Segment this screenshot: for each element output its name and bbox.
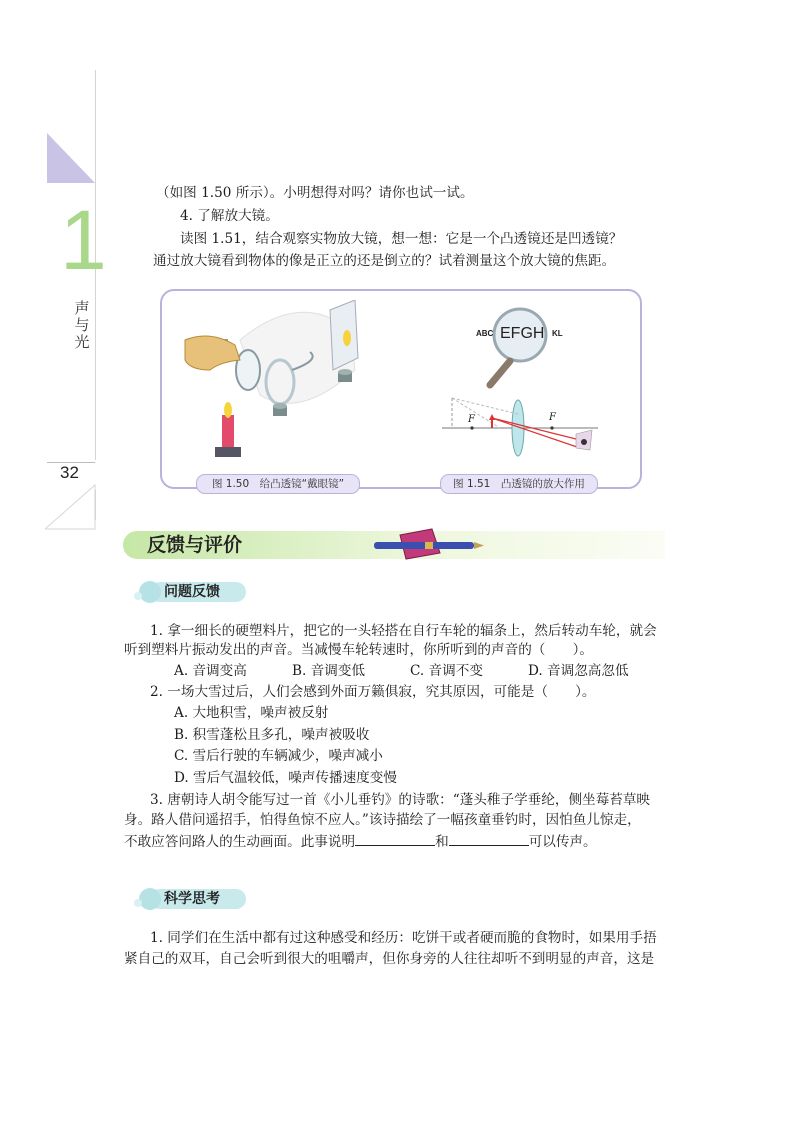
q3-text-part: 和 — [435, 834, 449, 850]
figure-1-50-caption: 图 1.50 给凸透镜“戴眼镜” — [196, 474, 360, 494]
section-title: 反馈与评价 — [147, 534, 243, 556]
magnifier-text-left: ABC — [476, 329, 494, 338]
page-number: 32 — [60, 463, 79, 482]
heading-label: 科学思考 — [164, 891, 220, 907]
q2-option-b: B. 积雪蓬松且多孔，噪声被吸收 — [174, 727, 370, 743]
intro-line: 读图 1.51，结合观察实物放大镜，想一想：它是一个凸透镜还是凹透镜？ — [180, 231, 623, 247]
question-3-text: 身。路人借问遥招手，怕得鱼惊不应人。”该诗描绘了一幅孩童垂钓时，因怕鱼儿惊走， — [124, 812, 641, 828]
intro-line: （如图 1.50 所示）。小明想得对吗？请你也试一试。 — [156, 185, 474, 201]
convex-lens-glasses-illustration — [180, 300, 400, 465]
chapter-title: 声与光 — [74, 299, 90, 351]
q2-option-c: C. 雪后行驶的车辆减少，噪声减小 — [174, 748, 383, 764]
q3-text-part: 可以传声。 — [528, 834, 597, 850]
heading-label: 问题反馈 — [164, 584, 220, 600]
magnifier-text-center: EFGH — [500, 325, 545, 342]
intro-item-4: 4. 了解放大镜。 — [180, 208, 279, 224]
question-3-text: 3. 唐朝诗人胡令能写过一首《小儿垂钓》的诗歌：“蓬头稚子学垂纶，侧坐莓苔草映 — [150, 792, 651, 808]
thinking-1-text: 1. 同学们在生活中都有过这种感受和经历：吃饼干或者硬而脆的食物时，如果用手捂 — [150, 930, 657, 946]
q1-option-b: B. 音调变低 — [292, 663, 366, 679]
magnifier-illustration — [470, 305, 580, 390]
q3-text-part: 不敢应答问路人的生动画面。此事说明 — [124, 834, 356, 850]
magnifier-text-right: KL — [552, 329, 563, 338]
q1-option-d: D. 音调忽高忽低 — [528, 663, 629, 679]
q1-option-c: C. 音调不变 — [410, 663, 483, 679]
page-corner-icon — [45, 483, 99, 531]
ray-diagram — [440, 390, 600, 460]
question-3-text — [124, 831, 597, 852]
answer-blank[interactable] — [355, 831, 435, 846]
question-1-text: 听到塑料片振动发出的声音。当减慢车轮转速时，你所听到的声音的（ ）。 — [124, 642, 593, 658]
thinking-1-text: 紧自己的双耳，自己会听到很大的咀嚼声，但你身旁的人往往却听不到明显的声音，这是 — [124, 951, 655, 967]
q2-option-d: D. 雪后气温较低，噪声传播速度变慢 — [174, 770, 397, 786]
chapter-number: 1 — [60, 193, 107, 287]
chapter-triangle-icon — [47, 133, 97, 185]
q2-option-a: A. 大地积雪，噪声被反射 — [174, 705, 329, 721]
focal-point-label: F — [468, 414, 475, 425]
pen-book-icon — [370, 527, 485, 563]
figure-1-51-caption: 图 1.51 凸透镜的放大作用 — [440, 474, 598, 494]
question-1-text: 1. 拿一细长的硬塑料片，把它的一头轻搭在自行车轮的辐条上，然后转动车轮，就会 — [150, 623, 657, 639]
intro-line: 通过放大镜看到物体的像是正立的还是倒立的？试着测量这个放大镜的焦距。 — [153, 253, 616, 269]
focal-point-label: F — [549, 412, 556, 423]
answer-blank[interactable] — [449, 831, 529, 846]
question-2-text: 2. 一场大雪过后，人们会感到外面万籁俱寂，究其原因，可能是（ ）。 — [150, 684, 596, 700]
q1-option-a: A. 音调变高 — [174, 663, 247, 679]
